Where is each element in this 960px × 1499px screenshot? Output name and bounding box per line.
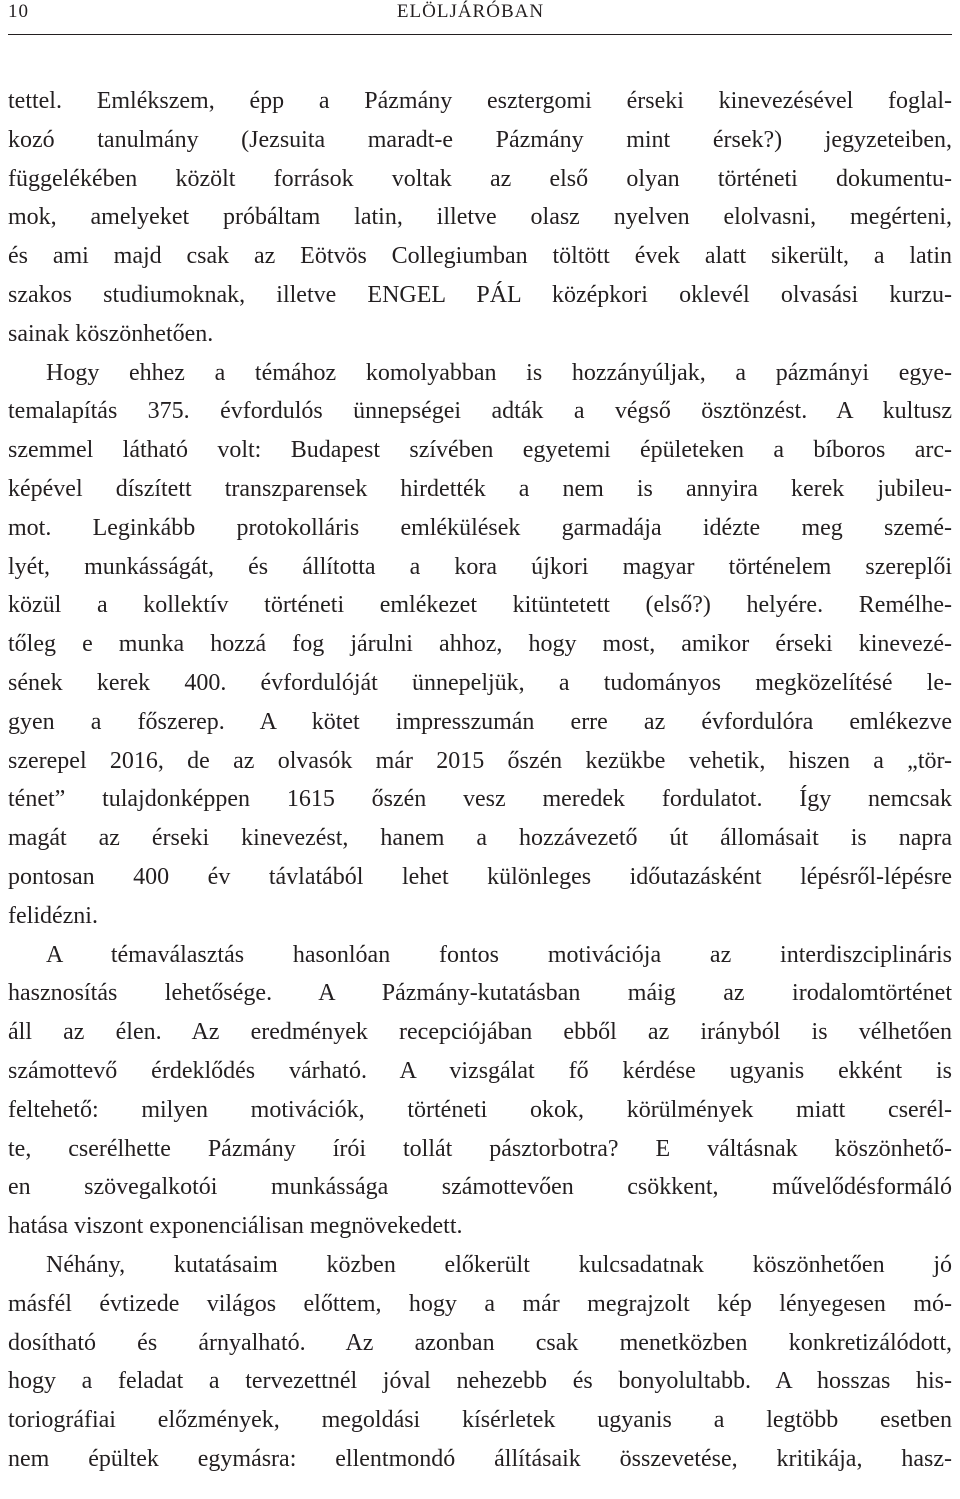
paragraph-start-line: Hogy ehhez a témához komolyabban is hozzányúljak, a pázmányi egye- <box>46 359 952 386</box>
text-line: mot. Leginkább protokolláris emlékülések garmadája idézte meg szemé- <box>8 514 952 541</box>
text-line: feltehető: milyen motivációk, történeti okok, körülmények miatt cserél- <box>8 1096 952 1123</box>
text-line: toriográfiai előzmények, megoldási kísérletek ugyanis a legtöbb esetben <box>8 1407 952 1434</box>
running-title: ELÖLJÁRÓBAN <box>396 1 545 22</box>
text-line: te, cserélhette Pázmány írói tollát pásztorbotra? E váltásnak köszönhető- <box>8 1135 952 1162</box>
text-line: áll az élen. Az eredmények recepciójában ebből az irányból is vélhetően <box>8 1019 952 1046</box>
paragraph-start-line: A témaválasztás hasonlóan fontos motivációja az interdiszciplináris <box>46 941 952 968</box>
text-line: hasznosítás lehetősége. A Pázmány-kutatásban máig az irodalomtörténet <box>8 980 952 1007</box>
text-line: tettel. Emlékszem, épp a Pázmány esztergomi érseki kinevezésével foglal- <box>8 88 952 114</box>
text-line: gyen a főszerep. A kötet impresszumán erre az évfordulóra emlékezve <box>8 708 952 735</box>
text-line: hogy a feladat a tervezettnél jóval nehezebb és bonyolultabb. A hosszas his- <box>8 1368 952 1395</box>
text-line: hatása viszont exponenciálisan megnövekedett. <box>8 1213 463 1240</box>
text-line: szemmel látható volt: Budapest szívében egyetemi épületeken a bíboros arc- <box>8 437 952 464</box>
text-line: és ami majd csak az Eötvös Collegiumban töltött évek alatt sikerült, a latin <box>8 243 952 270</box>
page-number: 10 <box>8 1 29 22</box>
text-line: tőleg e munka hozzá fog járulni ahhoz, hogy most, amikor érseki kinevezé- <box>8 631 952 658</box>
header-rule <box>8 34 952 35</box>
text-line: szakos studiumoknak, illetve ENGEL PÁL középkori oklevél olvasási kurzu- <box>8 281 952 308</box>
text-line: mok, amelyeket próbáltam latin, illetve olasz nyelven elolvasni, megérteni, <box>8 204 952 231</box>
text-line: képével díszített transzparensek hirdették a nem is annyira kerek jubileu- <box>8 475 952 502</box>
text-line: pontosan 400 év távlatából lehet különleges időutazásként lépésről-lépésre <box>8 863 952 890</box>
text-line: nem épültek egymásra: ellentmondó állításaik összevetése, kritikája, hasz- <box>8 1445 952 1472</box>
text-line: másfél évtizede világos előttem, hogy a már megrajzolt kép lényegesen mó- <box>8 1290 952 1317</box>
text-line: sainak köszönhetően. <box>8 320 214 347</box>
text-line: felidézni. <box>8 902 98 929</box>
body-text <box>8 82 952 1479</box>
text-line: lyét, munkásságát, és állította a kora újkori magyar történelem szereplői <box>8 553 952 580</box>
running-header <box>8 0 952 24</box>
text-line: közül a kollektív történeti emlékezet kitüntetett (első?) helyére. Remélhe- <box>8 592 952 619</box>
text-line: szerepel 2016, de az olvasók már 2015 őszén kezükbe vehetik, hiszen a „tör- <box>8 747 952 774</box>
paragraph-start-line: Néhány, kutatásaim közben előkerült kulcsadatnak köszönhetően jó <box>46 1251 952 1278</box>
text-line: temalapítás 375. évfordulós ünnepségei adták a végső ösztönzést. A kultusz <box>8 398 952 425</box>
text-line: kozó tanulmány (Jezsuita maradt-e Pázmány mint érsek?) jegyzeteiben, <box>8 126 952 153</box>
text-line: ténet” tulajdonképpen 1615 őszén vesz meredek fordulatot. Így nemcsak <box>8 786 952 813</box>
text-line: függelékében közölt források voltak az első olyan történeti dokumentu- <box>8 165 952 192</box>
text-line: magát az érseki kinevezést, hanem a hozzávezető út állomásait is napra <box>8 825 952 852</box>
text-line: sének kerek 400. évfordulóját ünnepeljük, a tudományos megközelítésé le- <box>8 669 952 696</box>
text-line: dosítható és árnyalható. Az azonban csak menetközben konkretizálódott, <box>8 1329 952 1356</box>
text-line: en szövegalkotói munkássága számottevően csökkent, művelődésformáló <box>8 1174 952 1201</box>
text-line: számottevő érdeklődés várható. A vizsgálat fő kérdése ugyanis ekként is <box>8 1057 952 1084</box>
